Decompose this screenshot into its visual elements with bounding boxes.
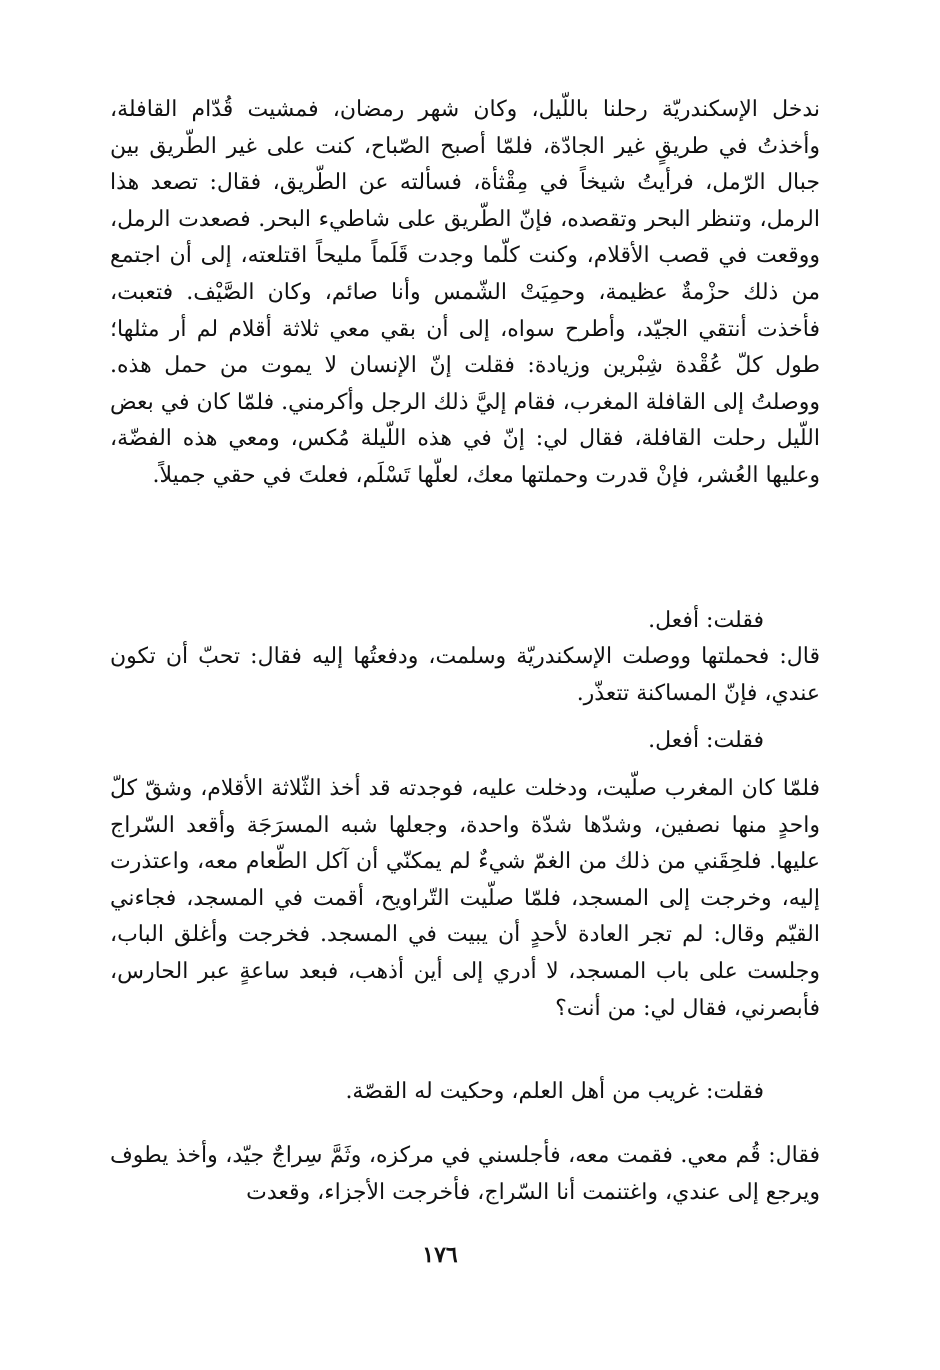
- paragraph-2: قال: فحملتها ووصلت الإسكندريّة وسلمت، ودفعتُها إليه فقال: تحبّ أن تكون عندي، فإنّ المساكنة تتعذّر.: [110, 644, 820, 706]
- dialog-line-1: فقلت: أفعل.: [648, 608, 764, 633]
- page-number: ١٧٦: [422, 1242, 458, 1268]
- paragraph-3: فلمّا كان المغرب صلّيت، ودخلت عليه، فوجدته قد أخذ الثّلاثة الأقلام، وشقّ كلّ واحدٍ منها نصفين، وشدّها شدّة واحدة، وجعلها شبه المسرَجَة وأقعد السّراج عليها. فلحِقَني من ذلك من الغمّ شيءٌ لم يمكنّي أن آكل الطّعام معه، واعتذرت إليه، وخرجت إلى المسجد، فلمّا صلّيت التّراويح، أقمت في المسجد، فجاءني القيّم وقال: لم تجر العادة لأحدٍ أن يبيت في المسجد. فخرجت وأغلق الباب، وجلست على باب المسجد، لا أدري إلى أين أذهب، فبعد ساعةٍ عبر الحارس، فأبصرني، فقال لي: من أنت؟: [110, 776, 820, 1021]
- paragraph-4: فقال: قُم معي. فقمت معه، فأجلسني في مركزه، وثَمَّ سِراجٌ جيّد، وأخذ يطوف ويرجع إلى عندي، واغتنمت أنا السّراج، فأخرجت الأجزاء، وقعدت: [110, 1143, 820, 1205]
- dialog-line-3: فقلت: غريب من أهل العلم، وحكيت له القصّة.: [345, 1079, 764, 1104]
- paragraph-1: ندخل الإسكندريّة رحلنا باللّيل، وكان شهر رمضان، فمشيت قُدّام القافلة، وأخذتُ في طريقٍ غير الجادّة، فلمّا أصبح الصّباح، كنت على غير الطّريق بين جبال الرّمل، فرأيتُ شيخاً في مِقْثأة، فسألته عن الطّريق، فقال: تصعد هذا الرمل، وتنظر البحر وتقصده، فإنّ الطّريق على شاطيء البحر. فصعدت الرمل، ووقعت في قصب الأقلام، وكنت كلّما وجدت قَلَماً مليحاً اقتلعته، إلى أن اجتمع من ذلك حزْمةٌ عظيمة، وحمِيَتْ الشّمس وأنا صائم، وكان الصَّيْف. فتعبت، فأخذت أنتقي الجيّد، وأطرح سواه، إلى أن بقي معي ثلاثة أقلام لم أر مثلها؛ طول كلّ عُقْدة شِبْرين وزيادة: فقلت إنّ الإنسان لا يموت من حمل هذه. ووصلتُ إلى القافلة المغرب، فقام إليَّ ذلك الرجل وأكرمني. فلمّا كان في بعض اللّيل رحلت القافلة، فقال لي: إنّ في هذه اللّيلة مُكس، ومعي هذه الفضّة، وعليها العُشر، فإنْ قدرت وحملتها معك، لعلّها تَسْلَم، فعلتَ في حقي جميلاً.: [110, 97, 820, 488]
- dialog-line-2: فقلت: أفعل.: [648, 728, 764, 753]
